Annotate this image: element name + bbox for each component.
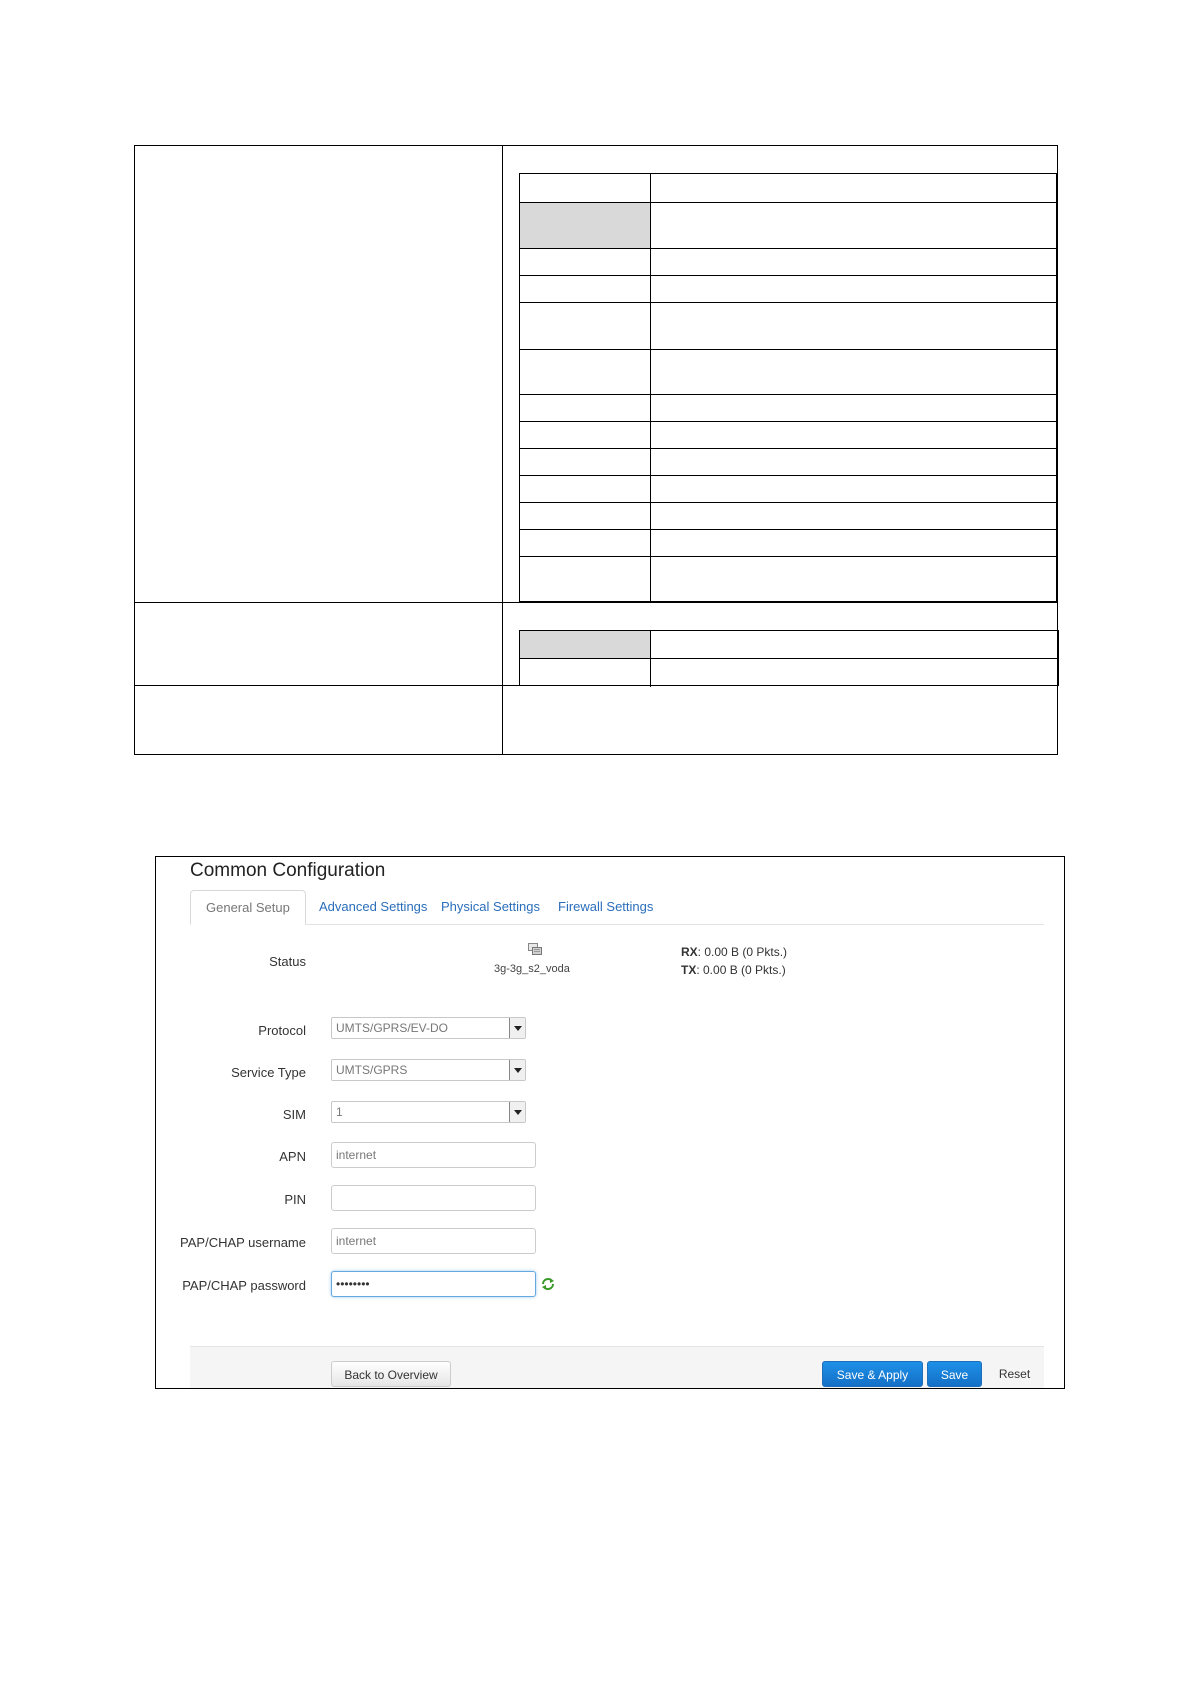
apn-label: APN [279, 1149, 306, 1164]
protocol-label: Protocol [258, 1023, 306, 1038]
inner-table-2 [519, 630, 1059, 686]
table-row [520, 556, 1056, 603]
pin-input[interactable] [331, 1185, 536, 1211]
apn-input[interactable]: internet [331, 1142, 536, 1168]
reveal-password-icon[interactable] [541, 1277, 555, 1291]
pap-username-input[interactable]: internet [331, 1228, 536, 1254]
sim-label: SIM [282, 1107, 306, 1122]
action-bar [190, 1346, 1044, 1388]
table-row [520, 658, 1058, 687]
table-row [520, 349, 1056, 394]
table-row [520, 421, 1056, 448]
table-row [520, 174, 1056, 202]
service-type-select[interactable] [331, 1059, 526, 1081]
common-configuration-panel [155, 856, 1065, 1389]
reset-button[interactable]: Reset [998, 1367, 1031, 1381]
table-row [520, 394, 1056, 421]
service-type-value: UMTS/GPRS [336, 1063, 408, 1077]
save-apply-button[interactable]: Save & Apply [822, 1361, 923, 1387]
tab-firewall-settings[interactable]: Firewall Settings [558, 899, 654, 914]
rx-label: RX [681, 945, 698, 959]
table-row [520, 475, 1056, 502]
tab-advanced-settings[interactable]: Advanced Settings [319, 899, 428, 914]
pap-password-label: PAP/CHAP password [182, 1278, 306, 1293]
status-label: Status [269, 954, 306, 969]
tab-physical-settings[interactable]: Physical Settings [441, 899, 540, 914]
page-title: Common Configuration [190, 860, 386, 881]
tx-label: TX [681, 963, 697, 977]
protocol-select[interactable] [331, 1017, 526, 1039]
sim-select[interactable] [331, 1101, 526, 1123]
tx-value: : 0.00 B (0 Pkts.) [696, 963, 786, 977]
table-row [520, 302, 1056, 349]
interface-name: 3g-3g_s2_voda [494, 963, 570, 975]
back-to-overview-button[interactable]: Back to Overview [331, 1361, 451, 1387]
table-row [520, 502, 1056, 529]
table-row [520, 275, 1056, 302]
tab-general-setup[interactable]: General Setup [190, 890, 306, 925]
chevron-down-icon [509, 1060, 525, 1080]
tab-bar [190, 890, 1044, 925]
table-row [520, 529, 1056, 556]
table-row [520, 448, 1056, 475]
pap-password-input[interactable]: •••••••• [331, 1271, 536, 1297]
protocol-value: UMTS/GPRS/EV-DO [336, 1021, 449, 1035]
traffic-stats [681, 943, 787, 979]
document-table [134, 145, 1058, 755]
chevron-down-icon [509, 1018, 525, 1038]
rx-value: : 0.00 B (0 Pkts.) [697, 945, 788, 959]
sim-value: 1 [336, 1105, 343, 1119]
table-row [520, 202, 1056, 248]
pap-username-label: PAP/CHAP username [180, 1235, 306, 1250]
inner-table-1 [519, 173, 1057, 602]
table-column-divider [502, 146, 503, 754]
table-row [520, 248, 1056, 275]
service-type-label: Service Type [231, 1065, 306, 1080]
pin-label: PIN [284, 1192, 306, 1207]
network-interface-icon [528, 943, 542, 955]
save-button[interactable]: Save [927, 1361, 982, 1387]
table-row [520, 631, 1058, 658]
chevron-down-icon [509, 1102, 525, 1122]
